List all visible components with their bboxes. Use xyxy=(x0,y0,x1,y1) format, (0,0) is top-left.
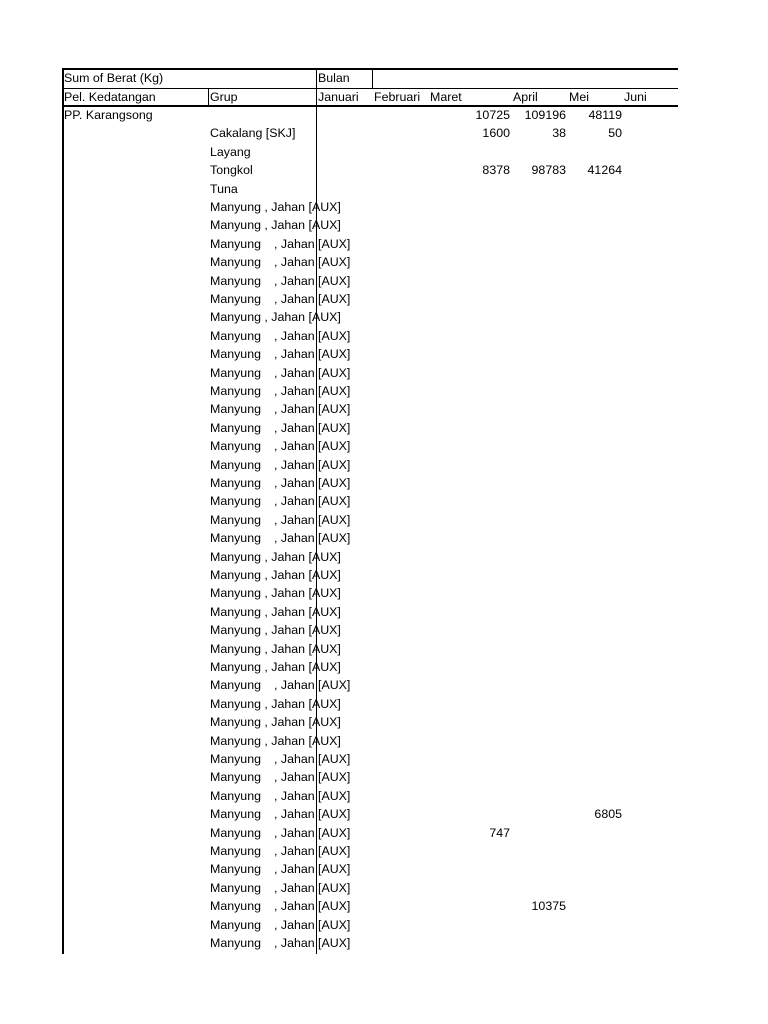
aux-group-label[interactable]: Manyung , Jahan [AUX] xyxy=(210,549,341,564)
aux-group-label[interactable]: Manyung , Jahan [AUX] xyxy=(210,568,341,582)
month-header-januari[interactable]: Januari xyxy=(318,90,359,104)
aux-group-label[interactable]: Manyung , Jahan [AUX] xyxy=(210,200,341,214)
aux-group-label-part3[interactable]: [AUX] xyxy=(318,402,351,417)
aux-group-label-part3[interactable]: [AUX] xyxy=(318,384,351,398)
aux-group-label-part1[interactable]: Manyung xyxy=(210,807,261,822)
row-field-port-header[interactable]: Pel. Kedatangan xyxy=(64,90,156,104)
group-label[interactable]: Layang xyxy=(210,144,251,159)
aux-group-label-part3[interactable]: [AUX] xyxy=(318,457,351,472)
aux-group-label-part1[interactable]: Manyung xyxy=(210,476,261,490)
aux-group-label-part3[interactable]: [AUX] xyxy=(318,255,351,270)
aux-group-label-part2[interactable]: , Jahan xyxy=(274,494,315,509)
aux-value-mei[interactable]: 6805 xyxy=(594,807,622,822)
aux-group-label-part2[interactable]: , Jahan xyxy=(274,512,315,527)
aux-value-maret[interactable]: 747 xyxy=(489,825,510,840)
aux-group-label-part1[interactable]: Manyung xyxy=(210,402,261,417)
aux-group-label-part1[interactable]: Manyung xyxy=(210,347,261,362)
aux-group-label-part1[interactable]: Manyung xyxy=(210,752,261,766)
port-total-mei[interactable]: 48119 xyxy=(588,108,622,122)
month-header-april[interactable]: April xyxy=(513,90,538,104)
aux-group-label-part3[interactable]: [AUX] xyxy=(318,494,351,509)
port-total-maret[interactable]: 10725 xyxy=(475,108,510,122)
aux-group-label[interactable]: Manyung , Jahan [AUX] xyxy=(210,696,341,711)
aux-group-label-part2[interactable]: , Jahan xyxy=(274,531,315,546)
aux-group-label-part2[interactable]: , Jahan xyxy=(274,292,315,306)
aux-group-label[interactable]: Manyung , Jahan [AUX] xyxy=(210,310,341,325)
aux-group-label-part3[interactable]: [AUX] xyxy=(318,807,351,822)
aux-group-label-part3[interactable]: [AUX] xyxy=(318,365,351,380)
aux-group-label-part2[interactable]: , Jahan xyxy=(274,328,315,343)
aux-group-label-part2[interactable]: , Jahan xyxy=(274,788,315,803)
aux-group-label-part3[interactable]: [AUX] xyxy=(318,770,351,785)
group-value-mei[interactable]: 50 xyxy=(608,126,622,141)
left-table-border xyxy=(62,68,64,954)
aux-group-label-part1[interactable]: Manyung xyxy=(210,384,261,398)
aux-group-label-part2[interactable]: , Jahan xyxy=(274,476,315,490)
aux-group-label-part2[interactable]: , Jahan xyxy=(274,255,315,270)
aux-group-label-part2[interactable]: , Jahan xyxy=(274,862,315,877)
aux-group-label-part2[interactable]: , Jahan xyxy=(274,880,315,895)
group-label[interactable]: Tuna xyxy=(210,181,238,196)
aux-group-label-part3[interactable]: [AUX] xyxy=(318,292,351,306)
group-value-maret[interactable]: 8378 xyxy=(482,163,510,178)
aux-group-label-part1[interactable]: Manyung xyxy=(210,365,261,380)
aux-group-label-part1[interactable]: Manyung xyxy=(210,255,261,270)
aux-group-label-part3[interactable]: [AUX] xyxy=(318,844,351,858)
aux-group-label-part1[interactable]: Manyung xyxy=(210,512,261,527)
aux-group-label-part3[interactable]: [AUX] xyxy=(318,439,351,454)
aux-group-label-part2[interactable]: , Jahan xyxy=(274,936,315,950)
aux-group-label-part1[interactable]: Manyung xyxy=(210,236,261,251)
aux-group-label-part2[interactable]: , Jahan xyxy=(274,899,315,914)
aux-group-label[interactable]: Manyung , Jahan [AUX] xyxy=(210,218,341,233)
aux-group-label-part2[interactable]: , Jahan xyxy=(274,420,315,435)
group-value-mei[interactable]: 41264 xyxy=(587,163,622,178)
aux-group-label-part2[interactable]: , Jahan xyxy=(274,844,315,858)
group-label[interactable]: Cakalang [SKJ] xyxy=(210,126,296,141)
aux-group-label-part2[interactable]: , Jahan xyxy=(274,825,315,840)
aux-group-label-part1[interactable]: Manyung xyxy=(210,825,261,840)
aux-group-label-part1[interactable]: Manyung xyxy=(210,844,261,858)
aux-group-label[interactable]: Manyung , Jahan [AUX] xyxy=(210,733,341,748)
group-label[interactable]: Tongkol xyxy=(210,163,253,178)
header-divider xyxy=(372,69,373,88)
aux-group-label-part3[interactable]: [AUX] xyxy=(318,880,351,895)
aux-group-label-part1[interactable]: Manyung xyxy=(210,420,261,435)
row-field-group-header[interactable]: Grup xyxy=(210,90,238,104)
aux-group-label[interactable]: Manyung , Jahan [AUX] xyxy=(210,660,341,674)
aux-group-label-part3[interactable]: [AUX] xyxy=(318,917,351,932)
aux-group-label-part1[interactable]: Manyung xyxy=(210,917,261,932)
aux-group-label-part1[interactable]: Manyung xyxy=(210,788,261,803)
aux-group-label-part2[interactable]: , Jahan xyxy=(274,273,315,288)
aux-group-label-part2[interactable]: , Jahan xyxy=(274,402,315,417)
port-label[interactable]: PP. Karangsong xyxy=(64,108,153,122)
aux-group-label-part1[interactable]: Manyung xyxy=(210,936,261,950)
aux-group-label-part1[interactable]: Manyung xyxy=(210,439,261,454)
aux-group-label-part2[interactable]: , Jahan xyxy=(274,678,315,693)
aux-group-label[interactable]: Manyung , Jahan [AUX] xyxy=(210,604,341,619)
aux-group-label-part1[interactable]: Manyung xyxy=(210,899,261,914)
aux-group-label-part3[interactable]: [AUX] xyxy=(318,328,351,343)
aux-group-label-part2[interactable]: , Jahan xyxy=(274,365,315,380)
aux-group-label-part2[interactable]: , Jahan xyxy=(274,807,315,822)
aux-group-label-part1[interactable]: Manyung xyxy=(210,880,261,895)
aux-group-label-part1[interactable]: Manyung xyxy=(210,292,261,306)
month-header-februari[interactable]: Februari xyxy=(374,90,421,104)
aux-group-label-part3[interactable]: [AUX] xyxy=(318,678,351,693)
aux-group-label-part1[interactable]: Manyung xyxy=(210,457,261,472)
aux-group-label-part1[interactable]: Manyung xyxy=(210,862,261,877)
group-value-april[interactable]: 98783 xyxy=(531,163,566,178)
aux-group-label-part1[interactable]: Manyung xyxy=(210,328,261,343)
aux-group-label-part3[interactable]: [AUX] xyxy=(318,825,351,840)
month-header-maret[interactable]: Maret xyxy=(430,90,462,104)
aux-group-label-part3[interactable]: [AUX] xyxy=(318,273,351,288)
group-column-left-border xyxy=(208,88,209,106)
aux-group-label[interactable]: Manyung , Jahan [AUX] xyxy=(210,623,341,638)
aux-group-label-part3[interactable]: [AUX] xyxy=(318,862,351,877)
value-field-header[interactable]: Sum of Berat (Kg) xyxy=(64,71,164,85)
aux-group-label-part2[interactable]: , Jahan xyxy=(274,457,315,472)
aux-group-label[interactable]: Manyung , Jahan [AUX] xyxy=(210,641,341,656)
port-total-april[interactable]: 109196 xyxy=(524,108,566,122)
group-value-maret[interactable]: 1600 xyxy=(482,126,510,141)
aux-group-label-part3[interactable]: [AUX] xyxy=(318,512,351,527)
group-value-april[interactable]: 38 xyxy=(552,126,566,141)
column-field-header[interactable]: Bulan xyxy=(318,71,350,85)
month-header-mei[interactable]: Mei xyxy=(569,90,589,104)
month-header-juni[interactable]: Juni xyxy=(624,90,647,104)
aux-group-label-part3[interactable]: [AUX] xyxy=(318,531,351,546)
aux-group-label-part3[interactable]: [AUX] xyxy=(318,788,351,803)
aux-group-label-part1[interactable]: Manyung xyxy=(210,770,261,785)
aux-group-label[interactable]: Manyung , Jahan [AUX] xyxy=(210,586,341,601)
aux-group-label-part2[interactable]: , Jahan xyxy=(274,770,315,785)
aux-group-label-part3[interactable]: [AUX] xyxy=(318,347,351,362)
aux-group-label-part3[interactable]: [AUX] xyxy=(318,936,351,950)
aux-group-label-part2[interactable]: , Jahan xyxy=(274,236,315,251)
aux-group-label-part2[interactable]: , Jahan xyxy=(274,384,315,398)
aux-group-label-part1[interactable]: Manyung xyxy=(210,494,261,509)
aux-group-label-part2[interactable]: , Jahan xyxy=(274,439,315,454)
aux-group-label-part1[interactable]: Manyung xyxy=(210,531,261,546)
aux-group-label-part3[interactable]: [AUX] xyxy=(318,420,351,435)
aux-group-label-part2[interactable]: , Jahan xyxy=(274,347,315,362)
aux-group-label-part1[interactable]: Manyung xyxy=(210,273,261,288)
aux-group-label-part3[interactable]: [AUX] xyxy=(318,476,351,490)
aux-group-label-part3[interactable]: [AUX] xyxy=(318,236,351,251)
aux-group-label[interactable]: Manyung , Jahan [AUX] xyxy=(210,715,341,730)
aux-group-label-part1[interactable]: Manyung xyxy=(210,678,261,693)
aux-group-label-part3[interactable]: [AUX] xyxy=(318,752,351,766)
aux-group-label-part3[interactable]: [AUX] xyxy=(318,899,351,914)
aux-value-april[interactable]: 10375 xyxy=(531,899,566,914)
aux-group-label-part2[interactable]: , Jahan xyxy=(274,917,315,932)
aux-group-label-part2[interactable]: , Jahan xyxy=(274,752,315,766)
